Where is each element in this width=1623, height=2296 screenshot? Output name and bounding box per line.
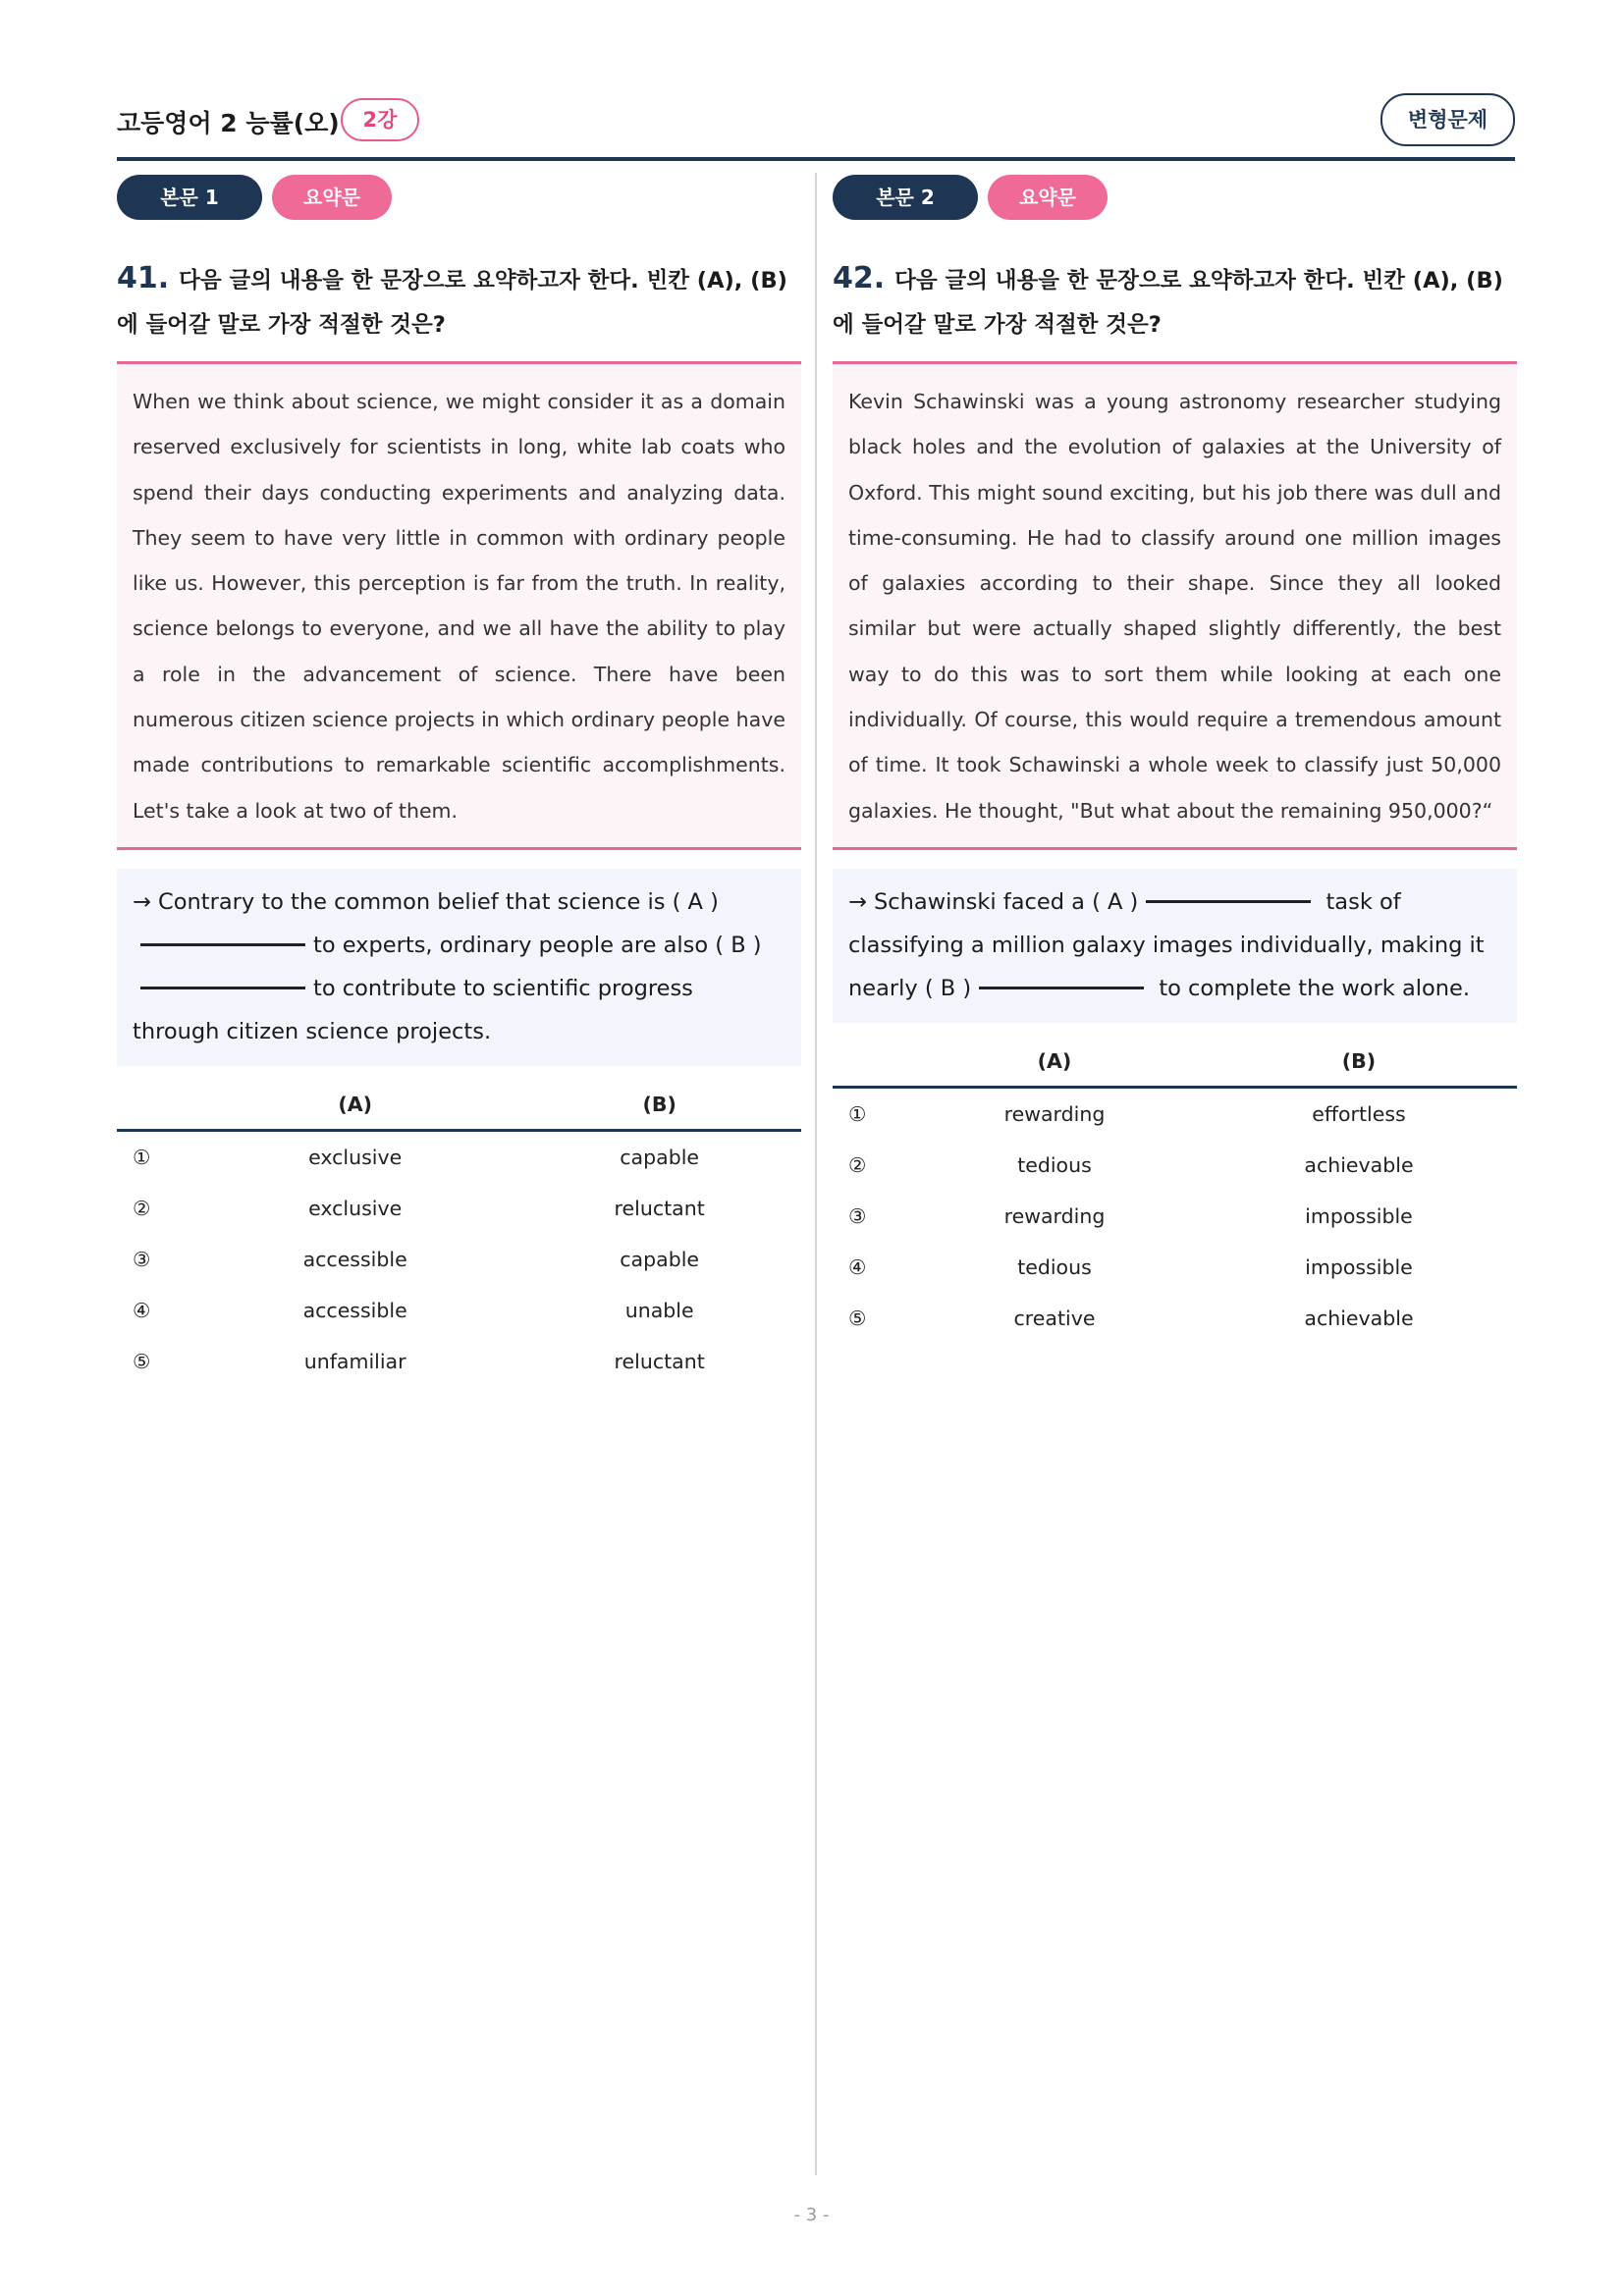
choice-a: accessible	[302, 1298, 407, 1322]
summary-text: to experts, ordinary people are also ( B )	[313, 932, 762, 958]
choice-row[interactable]	[833, 1293, 1517, 1344]
answer-choices-table	[833, 1037, 1517, 1344]
lecture-badge: 2강	[341, 98, 419, 141]
choice-b: unable	[624, 1298, 694, 1322]
choice-a: unfamiliar	[303, 1349, 406, 1373]
summary-text: to contribute to scientific progress through citizen science projects.	[133, 975, 693, 1044]
blank-b	[140, 987, 305, 989]
choice-num-header	[117, 1080, 192, 1131]
choice-row[interactable]	[117, 1130, 801, 1183]
question-text: 다음 글의 내용을 한 문장으로 요약하고자 한다. 빈칸 (A), (B)에 들어갈 말로 가장 적절한 것은?	[833, 268, 1503, 338]
choice-number: ⑤	[848, 1306, 867, 1330]
choice-a: tedious	[1017, 1152, 1092, 1177]
choice-number: ③	[848, 1203, 867, 1228]
column-b-header: (B)	[517, 1080, 801, 1131]
choice-number: ①	[848, 1101, 867, 1126]
passage-text: Kevin Schawinski was a young astronomy researcher studying black holes and the evolution of galaxies at the University of Oxford. This might sound exciting, but his job there was dull and time-consuming. He had to classify around one million images of galaxies according to their shape. Since they all looked similar but were actually shaped slightly differently, the best way to do this was to sort them while looking at each one individually. Of course, this would require a tremendous amount of time. It took Schawinski a whole week to classify just 50,000 galaxies. He thought, "But what about the remaining 950,000?“	[833, 361, 1517, 850]
choice-b: capable	[620, 1145, 700, 1169]
question-number: 41.	[117, 261, 170, 295]
choice-number: ⑤	[133, 1349, 151, 1373]
passage-text: When we think about science, we might consider it as a domain reserved exclusively for scientists in long, white lab coats who spend their days conducting experiments and analyzing data. They seem to have very little in common with ordinary people like us. However, this perception is far from the truth. In reality, science belongs to everyone, and we all have the ability to play a role in the advancement of science. There have been numerous citizen science projects in which ordinary people have made contributions to remarkable scientific accomplishments. Let's take a look at two of them.	[117, 361, 801, 850]
choice-row[interactable]	[833, 1191, 1517, 1242]
page-header	[117, 90, 1515, 161]
table-header-row	[833, 1037, 1517, 1088]
choice-a: rewarding	[1003, 1203, 1106, 1228]
choice-num-header	[833, 1037, 908, 1088]
summary-line	[133, 967, 785, 1053]
choice-row[interactable]	[117, 1336, 801, 1387]
summary-text: task of classifying a million galaxy images individually, making it nearly ( B )	[848, 888, 1485, 1001]
page-number: - 3 -	[793, 2205, 830, 2225]
question-stem	[117, 256, 801, 347]
choice-b: reluctant	[614, 1196, 705, 1220]
blank-b	[979, 987, 1144, 989]
choice-b: impossible	[1305, 1255, 1413, 1279]
summary-text: → Schawinski faced a ( A )	[848, 888, 1139, 915]
choice-number: ②	[133, 1196, 151, 1220]
passage-tag: 본문 2	[833, 175, 978, 220]
question-type-badge: 변형문제	[1380, 93, 1515, 146]
choice-a: exclusive	[308, 1145, 403, 1169]
choice-a: exclusive	[308, 1196, 403, 1220]
choice-row[interactable]	[117, 1183, 801, 1234]
question-42-column	[833, 173, 1517, 1344]
choice-number: ②	[848, 1152, 867, 1177]
question-stem	[833, 256, 1517, 347]
choice-number: ④	[133, 1298, 151, 1322]
summary-text: to complete the work alone.	[1159, 975, 1471, 1001]
choice-b: reluctant	[614, 1349, 705, 1373]
choice-b: achievable	[1304, 1306, 1414, 1330]
choice-row[interactable]	[117, 1285, 801, 1336]
tag-row	[117, 173, 801, 222]
choice-number: ④	[848, 1255, 867, 1279]
summary-sentence	[117, 869, 801, 1066]
header-title: 고등영어 2 능률(오)	[117, 109, 340, 137]
choice-a: rewarding	[1003, 1101, 1106, 1126]
choice-row[interactable]	[833, 1140, 1517, 1191]
passage-tag: 본문 1	[117, 175, 262, 220]
answer-choices-table	[117, 1080, 801, 1387]
summary-line	[133, 924, 785, 967]
choice-a: creative	[1013, 1306, 1096, 1330]
summary-tag: 요약문	[988, 175, 1108, 220]
choice-number: ①	[133, 1145, 151, 1169]
choice-row[interactable]	[833, 1242, 1517, 1293]
choice-b: achievable	[1304, 1152, 1414, 1177]
summary-sentence	[833, 869, 1517, 1023]
choice-row[interactable]	[833, 1087, 1517, 1140]
question-41-column	[117, 173, 801, 1387]
question-text: 다음 글의 내용을 한 문장으로 요약하고자 한다. 빈칸 (A), (B)에 들어갈 말로 가장 적절한 것은?	[117, 268, 787, 338]
column-a-header: (A)	[192, 1080, 517, 1131]
question-number: 42.	[833, 261, 886, 295]
choice-b: capable	[620, 1247, 700, 1271]
choice-number: ③	[133, 1247, 151, 1271]
choice-b: impossible	[1305, 1203, 1413, 1228]
blank-a	[140, 943, 305, 946]
tag-row	[833, 173, 1517, 222]
choice-row[interactable]	[117, 1234, 801, 1285]
choice-a: tedious	[1017, 1255, 1092, 1279]
blank-a	[1146, 900, 1311, 903]
column-a-header: (A)	[908, 1037, 1201, 1088]
choice-a: accessible	[302, 1247, 407, 1271]
column-divider	[815, 173, 817, 2175]
choice-b: effortless	[1312, 1101, 1406, 1126]
summary-tag: 요약문	[272, 175, 392, 220]
table-header-row	[117, 1080, 801, 1131]
column-b-header: (B)	[1201, 1037, 1517, 1088]
summary-line: → Contrary to the common belief that science is ( A )	[133, 888, 719, 915]
